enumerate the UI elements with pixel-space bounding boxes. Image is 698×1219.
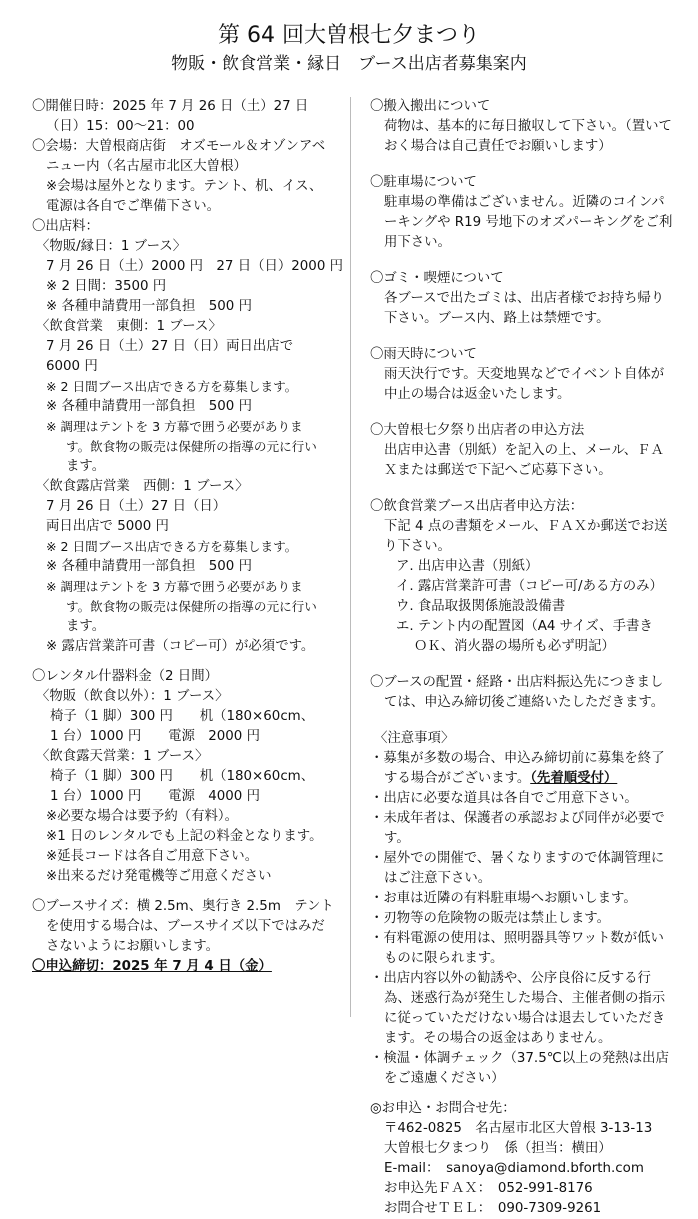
rental-note: ※出来るだけ発電機等ご用意ください [46,869,272,884]
note-item: をご遠慮ください） [384,1071,505,1086]
fee-food-east-section [32,317,346,477]
note-item: す。 [384,831,410,846]
apply-section [370,421,690,481]
rain-section [370,345,690,405]
contact-address: 〒462-0825 名古屋市北区大曽根 3-13-13 [384,1121,653,1136]
note-item: ・検温・体調チェック（37.5℃以上の発熱は出店 [370,1051,669,1066]
rain-line: 雨天決行です。天変地異などでイベント自体が [384,367,665,382]
apply-food-line: り下さい。 [384,539,451,554]
notes-heading: 〈注意事項〉 [374,731,455,746]
fee-food-east-heading: 〈飲食営業 東側：1 ブース〉 [36,319,222,334]
booth-size-line: を使用する場合は、ブースサイズ以下ではみだ [46,919,325,934]
rental-food-line: 1 台）1000 円 電源 4000 円 [50,789,260,804]
required-document: ア. 出店申込書（別紙） [396,559,539,574]
fee-goods-line: 7 月 26 日（土）2000 円 27 日（日）2000 円 [46,259,343,274]
contact-section [370,1099,690,1219]
carry-heading: 〇搬入搬出について [370,99,491,114]
note-item: ます。その場合の返金はありません。 [384,1031,612,1046]
required-document: ＯＫ、消火器の場所も必ず明記） [414,639,615,654]
note-item: ・募集が多数の場合、申込み締切前に募集を終了 [370,751,665,766]
booth-size-section [32,897,346,957]
contact-organizer: 大曽根七夕まつり 係（担当：横田） [384,1141,612,1156]
parking-heading: 〇駐車場について [370,175,477,190]
note-item: ・お車は近隣の有料駐車場へお願いします。 [370,891,637,906]
fee-food-west-line: ※ 調理はテントを 3 方幕で囲う必要がありま [46,579,303,594]
contact-email: E-mail： sanoya@diamond.bforth.com [384,1161,644,1176]
fee-food-east-line: ます。 [66,459,106,474]
first-come-emphasis: （先着順受付） [530,771,618,786]
rental-food-heading: 〈飲食露天営業：1 ブース〉 [36,749,209,764]
fee-food-east-line: ※ 2 日間ブース出店できる方を募集します。 [46,379,298,394]
fee-food-east-line: 7 月 26 日（土）27 日（日）両日出店で [46,339,294,354]
event-dates-section [32,97,346,137]
trash-heading: 〇ゴミ・喫煙について [370,271,504,286]
carry-line: おく場合は自己責任でお願いします） [384,139,612,154]
note-item [370,769,690,789]
venue-section [32,137,346,217]
fee-title: 〇出店料： [32,219,99,234]
rental-note: ※延長コードは各自ご用意下さい。 [46,849,259,864]
booth-notice-section [370,673,690,713]
carry-line: 荷物は、基本的に毎日撤収して下さい。（置いて [384,119,672,134]
note-item: ものに限られます。 [384,951,504,966]
rental-title: 〇レンタル什器料金（2 日間） [32,669,218,684]
rental-goods-section [32,687,346,747]
rental-goods-heading: 〈物販（飲食以外）：1 ブース〉 [36,689,229,704]
note-item: ・刃物等の危険物の販売は禁止します。 [370,911,610,926]
required-document: イ. 露店営業許可書（コピー可/ある方のみ） [396,579,663,594]
apply-heading: 〇大曽根七夕祭り出店者の申込方法 [370,423,585,438]
note-item: に従っていただけない場合は退去していただき [384,1011,666,1026]
fee-food-west-line: 両日出店で 5000 円 [46,519,169,534]
contact-fax: お申込先ＦＡＸ： 052-991-8176 [384,1181,593,1196]
application-deadline: 〇申込締切：2025 年 7 月 4 日（金） [32,959,272,974]
fee-food-west-line: す。飲食物の販売は保健所の指導の元に行い [66,599,317,614]
booth-notice-line: 〇ブースの配置・経路・出店料振込先につきまし [370,675,664,690]
rental-food-section [32,747,346,807]
apply-food-section [370,497,690,657]
note-item: 為、迷惑行為が発生した場合、主催者側の指示 [384,991,666,1006]
note-item: ・出店内容以外の勧誘や、公序良俗に反する行 [370,971,651,986]
fee-food-west-line: 7 月 26 日（土）27 日（日） [46,499,227,514]
fee-food-west-line: ※ 各種申請費用一部負担 500 円 [46,559,252,574]
required-document: エ. テント内の配置図（A4 サイズ、手書き [396,619,653,634]
left-column [32,97,346,977]
booth-notice-line: ては、申込み締切後ご連絡いたしただきます。 [384,695,665,710]
apply-line: Ｘまたは郵送で下記へご応募下さい。 [384,463,612,478]
page-title: 第 64 回大曽根七夕まつり [218,23,480,48]
fee-food-west-line: ※ 2 日間ブース出店できる方を募集します。 [46,539,298,554]
rain-line: 中止の場合は返金いたします。 [384,387,571,402]
venue-note: ※会場は屋外となります。テント、机、イス、 [46,179,323,194]
page-subtitle: 物販・飲食営業・縁日 ブース出店者募集案内 [171,54,527,74]
notes-section [370,729,690,1089]
contact-heading: ◎お申込・お問合せ先： [370,1101,516,1116]
rental-note: ※必要な場合は要予約（有料）。 [46,809,238,824]
fee-food-west-line: ※ 露店営業許可書（コピー可）が必須です。 [46,639,315,654]
rental-note: ※1 日のレンタルでも上記の料金となります。 [46,829,323,844]
fee-food-east-line: す。飲食物の販売は保健所の指導の元に行い [66,439,317,454]
contact-phone: お問合せＴＥＬ： 090-7309-9261 [384,1201,602,1216]
apply-food-heading: 〇飲食営業ブース出店者申込方法： [370,499,584,514]
apply-line: 出店申込書（別紙）を記入の上、メール、ＦＡ [384,443,664,458]
event-dates-line: 〇開催日時：2025 年 7 月 26 日（土）27 日 [32,99,309,114]
rental-goods-line: 1 台）1000 円 電源 2000 円 [50,729,260,744]
right-column [370,97,690,1219]
fee-food-west-line: ます。 [66,619,106,634]
note-item: ・未成年者は、保護者の承認および同伴が必要で [370,811,665,826]
rental-notes [32,807,346,887]
note-item: ・出店に必要な道具は各自でご用意下さい。 [370,791,638,806]
parking-line: ーキングや R19 号地下のオズパーキングをご利 [384,215,673,230]
venue-line: ニュー内（名古屋市北区大曽根） [46,159,247,174]
apply-food-line: 下記 4 点の書類をメール、ＦＡＸか郵送でお送 [384,519,668,534]
rain-heading: 〇雨天時について [370,347,477,362]
note-item: はご注意下さい。 [384,871,492,886]
event-dates-line: （日）15：00～21：00 [46,119,195,134]
trash-section [370,269,690,329]
parking-section [370,173,690,253]
rental-food-line: 椅子（1 脚）300 円 机（180×60cm、 [50,769,315,784]
venue-line: 〇会場：大曽根商店街 オズモール＆オゾンアベ [32,139,326,154]
carry-section [370,97,690,157]
trash-line: 下さい。ブース内、路上は禁煙です。 [384,311,610,326]
note-item: ・屋外での開催で、暑くなりますので体調管理に [370,851,665,866]
column-divider [350,97,351,1017]
parking-line: 用下さい。 [384,235,451,250]
note-item: ・有料電源の使用は、照明器具等ワット数が低い [370,931,664,946]
fee-food-east-line: 6000 円 [46,359,98,374]
fee-goods-line: ※ 各種申請費用一部負担 500 円 [46,299,252,314]
fee-goods-heading: 〈物販/縁日：1 ブース〉 [36,239,187,254]
booth-size-line: 〇ブースサイズ：横 2.5m、奥行き 2.5m テント [32,899,334,914]
parking-line: 駐車場の準備はございません。近隣のコインパ [384,195,665,210]
trash-line: 各ブースで出たゴミは、出店者様でお持ち帰り [384,291,665,306]
rental-goods-line: 椅子（1 脚）300 円 机（180×60cm、 [50,709,315,724]
required-document: ウ. 食品取扱関係施設設備書 [396,599,566,614]
booth-size-line: さないようにお願いします。 [46,939,220,954]
fee-food-west-section [32,477,346,657]
fee-food-west-heading: 〈飲食露店営業 西側：1 ブース〉 [36,479,249,494]
note-text: する場合がございます。 [384,771,531,786]
fee-food-east-line: ※ 調理はテントを 3 方幕で囲う必要がありま [46,419,303,434]
fee-goods-section [32,237,346,317]
fee-food-east-line: ※ 各種申請費用一部負担 500 円 [46,399,252,414]
fee-goods-line: ※ 2 日間：3500 円 [46,279,167,294]
venue-note: 電源は各自でご準備下さい。 [46,199,221,214]
